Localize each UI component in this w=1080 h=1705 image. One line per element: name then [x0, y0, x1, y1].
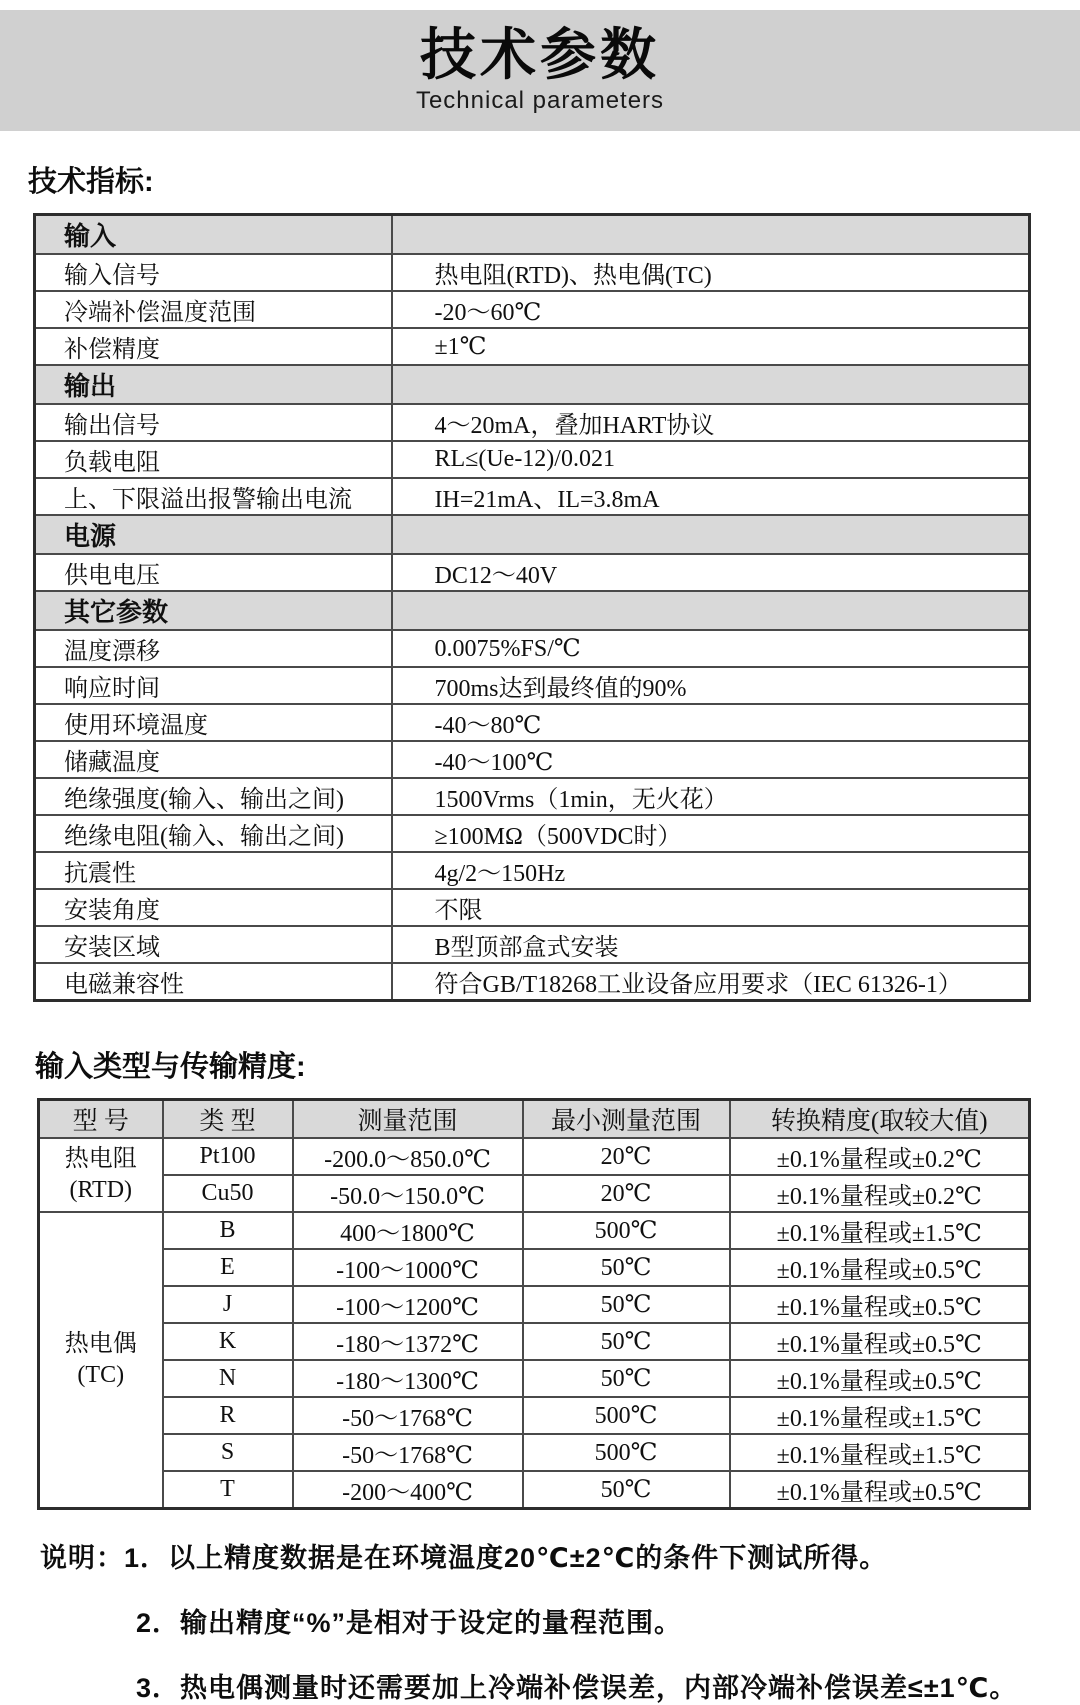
- spec-section-label: 电源: [35, 515, 392, 554]
- spec-section-value: [392, 214, 1030, 254]
- spec-value: 0.0075%FS/℃: [392, 630, 1030, 667]
- range-cell: -180～1372℃: [293, 1323, 523, 1360]
- note-text: 2．输出精度“%”是相对于设定的量程范围。: [136, 1607, 683, 1638]
- spec-row: [35, 667, 1030, 704]
- page-title: 技术参数: [420, 22, 660, 86]
- type-row: [39, 1471, 1030, 1509]
- range-cell: -50～1768℃: [293, 1397, 523, 1434]
- range-cell: -100～1000℃: [293, 1249, 523, 1286]
- range-cell: -200～400℃: [293, 1471, 523, 1509]
- type-row: [39, 1323, 1030, 1360]
- spec-section-row: [35, 214, 1030, 254]
- spec-row: [35, 254, 1030, 291]
- spec-label: 供电电压: [35, 554, 392, 591]
- type-row: [39, 1175, 1030, 1212]
- spec-row: [35, 328, 1030, 365]
- model-abbr: (TC): [77, 1361, 125, 1388]
- spec-label: 安装角度: [35, 889, 392, 926]
- notes-block: [40, 1536, 1080, 1705]
- min-range-cell: 50℃: [523, 1471, 730, 1509]
- model-cell-rtd: [39, 1138, 163, 1212]
- accuracy-cell: ±0.1%量程或±0.5℃: [730, 1249, 1030, 1286]
- spec-value: -20～60℃: [392, 291, 1030, 328]
- spec-row: [35, 704, 1030, 741]
- spec-row: [35, 963, 1030, 1001]
- notes-prefix: 说明：: [40, 1542, 124, 1573]
- spec-value: 4～20mA，叠加HART协议: [392, 404, 1030, 441]
- type-cell: N: [163, 1360, 293, 1397]
- min-range-cell: 50℃: [523, 1323, 730, 1360]
- type-cell: Pt100: [163, 1138, 293, 1175]
- accuracy-cell: ±0.1%量程或±0.2℃: [730, 1138, 1030, 1175]
- col-header-model: 型 号: [39, 1099, 163, 1138]
- spec-value: RL≤(Ue-12)/0.021: [392, 441, 1030, 478]
- note-line-3: [40, 1666, 1080, 1705]
- type-row: [39, 1360, 1030, 1397]
- min-range-cell: 500℃: [523, 1434, 730, 1471]
- spec-row: [35, 478, 1030, 515]
- accuracy-cell: ±0.1%量程或±1.5℃: [730, 1434, 1030, 1471]
- spec-label: 绝缘强度(输入、输出之间): [35, 778, 392, 815]
- type-cell: E: [163, 1249, 293, 1286]
- accuracy-cell: ±0.1%量程或±0.5℃: [730, 1323, 1030, 1360]
- spec-section-row: [35, 515, 1030, 554]
- min-range-cell: 20℃: [523, 1175, 730, 1212]
- type-cell: J: [163, 1286, 293, 1323]
- spec-row: [35, 741, 1030, 778]
- min-range-cell: 500℃: [523, 1397, 730, 1434]
- spec-row: [35, 554, 1030, 591]
- spec-value: 符合GB/T18268工业设备应用要求（IEC 61326-1）: [392, 963, 1030, 1001]
- spec-value: IH=21mA、IL=3.8mA: [392, 478, 1030, 515]
- col-header-range: 测量范围: [293, 1099, 523, 1138]
- min-range-cell: 500℃: [523, 1212, 730, 1249]
- model-name: 热电偶: [64, 1330, 137, 1357]
- spec-row: [35, 778, 1030, 815]
- type-row: [39, 1397, 1030, 1434]
- spec-label: 负载电阻: [35, 441, 392, 478]
- col-header-type: 类 型: [163, 1099, 293, 1138]
- spec-row: [35, 404, 1030, 441]
- type-row: [39, 1212, 1030, 1249]
- range-cell: -100～1200℃: [293, 1286, 523, 1323]
- spec-label: 补偿精度: [35, 328, 392, 365]
- type-cell: S: [163, 1434, 293, 1471]
- spec-section-value: [392, 591, 1030, 630]
- model-name: 热电阻: [64, 1145, 137, 1172]
- type-row: [39, 1138, 1030, 1175]
- spec-label: 储藏温度: [35, 741, 392, 778]
- accuracy-cell: ±0.1%量程或±1.5℃: [730, 1212, 1030, 1249]
- type-row: [39, 1286, 1030, 1323]
- model-abbr: (RTD): [69, 1176, 133, 1203]
- tech-specs-heading: 技术指标:: [28, 166, 154, 198]
- min-range-cell: 50℃: [523, 1249, 730, 1286]
- note-line-2: [40, 1601, 1080, 1640]
- accuracy-cell: ±0.1%量程或±0.5℃: [730, 1360, 1030, 1397]
- spec-value: -40～80℃: [392, 704, 1030, 741]
- note-text: 1．以上精度数据是在环境温度20℃±2℃的条件下测试所得。: [124, 1542, 888, 1573]
- range-cell: -200.0～850.0℃: [293, 1138, 523, 1175]
- type-table-header-row: [39, 1099, 1030, 1138]
- spec-label: 安装区域: [35, 926, 392, 963]
- type-cell: R: [163, 1397, 293, 1434]
- spec-value: 4g/2～150Hz: [392, 852, 1030, 889]
- spec-section-label: 输入: [35, 214, 392, 254]
- type-cell: K: [163, 1323, 293, 1360]
- spec-label: 抗震性: [35, 852, 392, 889]
- spec-value: 1500Vrms（1min，无火花）: [392, 778, 1030, 815]
- spec-section-label: 输出: [35, 365, 392, 404]
- spec-label: 温度漂移: [35, 630, 392, 667]
- spec-row: [35, 815, 1030, 852]
- type-cell: T: [163, 1471, 293, 1509]
- min-range-cell: 20℃: [523, 1138, 730, 1175]
- spec-label: 输出信号: [35, 404, 392, 441]
- type-cell: B: [163, 1212, 293, 1249]
- spec-label: 使用环境温度: [35, 704, 392, 741]
- spec-section-value: [392, 515, 1030, 554]
- spec-row: [35, 291, 1030, 328]
- spec-row: [35, 889, 1030, 926]
- spec-value: 700ms达到最终值的90%: [392, 667, 1030, 704]
- spec-value: B型顶部盒式安装: [392, 926, 1030, 963]
- spec-section-row: [35, 365, 1030, 404]
- model-cell-tc: [39, 1212, 163, 1509]
- spec-section-value: [392, 365, 1030, 404]
- spec-label: 绝缘电阻(输入、输出之间): [35, 815, 392, 852]
- range-cell: -50.0～150.0℃: [293, 1175, 523, 1212]
- col-header-min-range: 最小测量范围: [523, 1099, 730, 1138]
- spec-value: ≥100MΩ（500VDC时）: [392, 815, 1030, 852]
- spec-value: 不限: [392, 889, 1030, 926]
- spec-row: [35, 852, 1030, 889]
- spec-label: 电磁兼容性: [35, 963, 392, 1001]
- min-range-cell: 50℃: [523, 1286, 730, 1323]
- page-subtitle: Technical parameters: [415, 86, 665, 114]
- note-text: 3．热电偶测量时还需要加上冷端补偿误差，内部冷端补偿误差≤±1℃。: [136, 1672, 1018, 1703]
- note-line-1: [40, 1536, 1080, 1575]
- type-cell: Cu50: [163, 1175, 293, 1212]
- accuracy-cell: ±0.1%量程或±0.2℃: [730, 1175, 1030, 1212]
- tech-specs-table: [33, 213, 1031, 1002]
- spec-value: DC12～40V: [392, 554, 1030, 591]
- range-cell: -180～1300℃: [293, 1360, 523, 1397]
- spec-value: ±1℃: [392, 328, 1030, 365]
- type-row: [39, 1249, 1030, 1286]
- spec-row: [35, 926, 1030, 963]
- min-range-cell: 50℃: [523, 1360, 730, 1397]
- input-types-heading: 输入类型与传输精度:: [35, 1050, 306, 1083]
- spec-section-row: [35, 591, 1030, 630]
- spec-row: [35, 630, 1030, 667]
- spec-value: 热电阻(RTD)、热电偶(TC): [392, 254, 1030, 291]
- range-cell: -50～1768℃: [293, 1434, 523, 1471]
- accuracy-cell: ±0.1%量程或±0.5℃: [730, 1471, 1030, 1509]
- input-types-table: [37, 1098, 1031, 1510]
- accuracy-cell: ±0.1%量程或±1.5℃: [730, 1397, 1030, 1434]
- spec-label: 输入信号: [35, 254, 392, 291]
- range-cell: 400～1800℃: [293, 1212, 523, 1249]
- spec-value: -40～100℃: [392, 741, 1030, 778]
- type-row: [39, 1434, 1030, 1471]
- spec-label: 上、下限溢出报警输出电流: [35, 478, 392, 515]
- accuracy-cell: ±0.1%量程或±0.5℃: [730, 1286, 1030, 1323]
- spec-label: 响应时间: [35, 667, 392, 704]
- spec-section-label: 其它参数: [35, 591, 392, 630]
- spec-row: [35, 441, 1030, 478]
- spec-label: 冷端补偿温度范围: [35, 291, 392, 328]
- col-header-accuracy: 转换精度(取较大值): [730, 1099, 1030, 1138]
- page-banner: [0, 10, 1080, 131]
